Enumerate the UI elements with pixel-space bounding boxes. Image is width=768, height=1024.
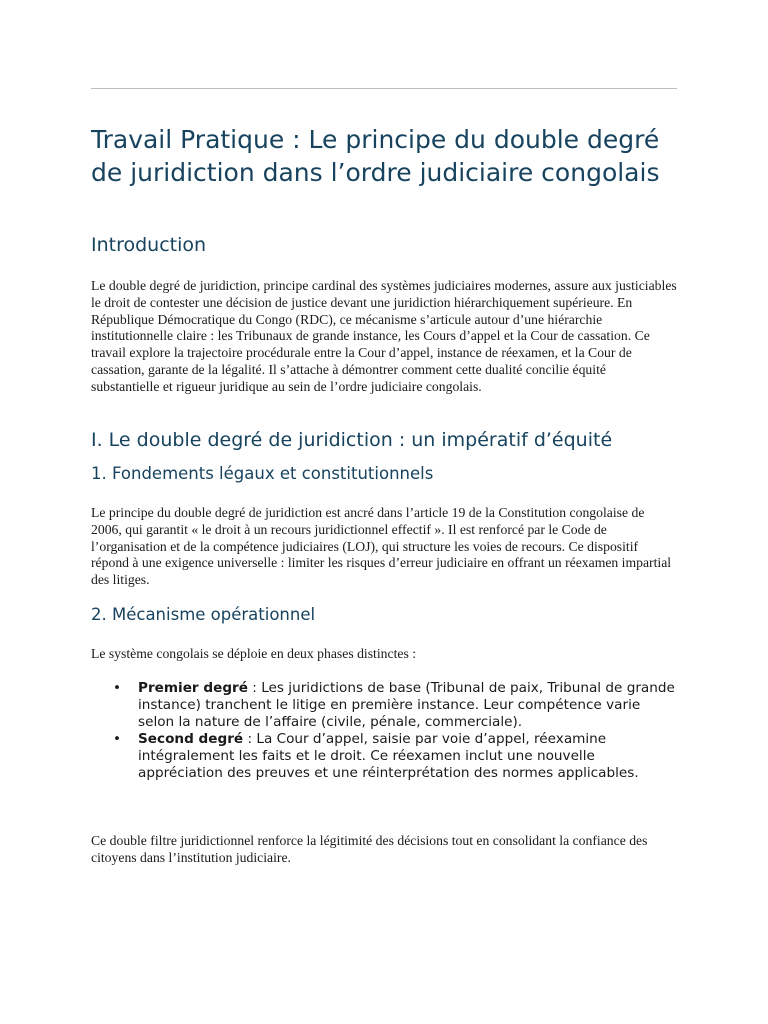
introduction-paragraph: Le double degré de juridiction, principe cardinal des systèmes judiciaires modernes, assure aux justiciables le droit de contester une décision de justice devant une juridiction hiérarchiquement supérieure. En République Démocratique du Congo (RDC), ce mécanisme s’articule autour d’une hiérarchie institutionnelle claire : les Tribunaux de grande instance, les Cours d’appel et la Cour de cassation. Ce travail explore la trajectoire procédurale entre la Cour d’appel, instance de réexamen, et la Cour de cassation, garante de la légalité. Il s’attache à démontrer comment cette dualité concilie équité substantielle et rigueur juridique au sein de l’ordre judiciaire congolais. [91,278,677,394]
subsection-2-heading: 2. Mécanisme opérationnel [91,605,316,624]
section-1-heading: I. Le double degré de juridiction : un impératif d’équité [91,429,613,451]
subsection-1-heading: 1. Fondements légaux et constitutionnels [91,464,434,483]
bullet-icon: • [113,731,122,747]
introduction-heading: Introduction [91,234,207,256]
list-item-text: : Les juridictions de base (Tribunal de paix, Tribunal de grande instance) tranchent le litige en première instance. Leur compétence varie selon la nature de l’affaire (civile, pénale, commerciale). [138,680,675,730]
header-divider [91,88,677,89]
document-title: Travail Pratique : Le principe du double degré de juridiction dans l’ordre judiciaire congolais [91,125,660,187]
list-item-second-degre [91,731,677,782]
conclusion-paragraph: Ce double filtre juridictionnel renforce la légitimité des décisions tout en consolidant la confiance des citoyens dans l’institution judiciaire. [91,833,648,865]
list-item-text: : La Cour d’appel, saisie par voie d’appel, réexamine intégralement les faits et le droit. Ce réexamen inclut une nouvelle appréciation des preuves et une réinterprétation des normes applicables. [138,731,639,781]
subsection-2-intro: Le système congolais se déploie en deux phases distinctes : [91,646,416,661]
list-item-term: Second degré [138,731,244,747]
subsection-1-paragraph: Le principe du double degré de juridiction est ancré dans l’article 19 de la Constitution congolaise de 2006, qui garantit « le droit à un recours juridictionnel effectif ». Il est renforcé par le Code de l’organisation et de la compétence judiciaires (LOJ), qui structure les voies de recours. Ce dispositif répond à une exigence universelle : limiter les risques d’erreur judiciaire en offrant un réexamen impartial des litiges. [91,505,672,588]
list-item-term: Premier degré [138,680,248,696]
list-item-premier-degre [91,680,677,731]
bullet-icon: • [113,680,122,696]
degree-list [91,680,677,782]
